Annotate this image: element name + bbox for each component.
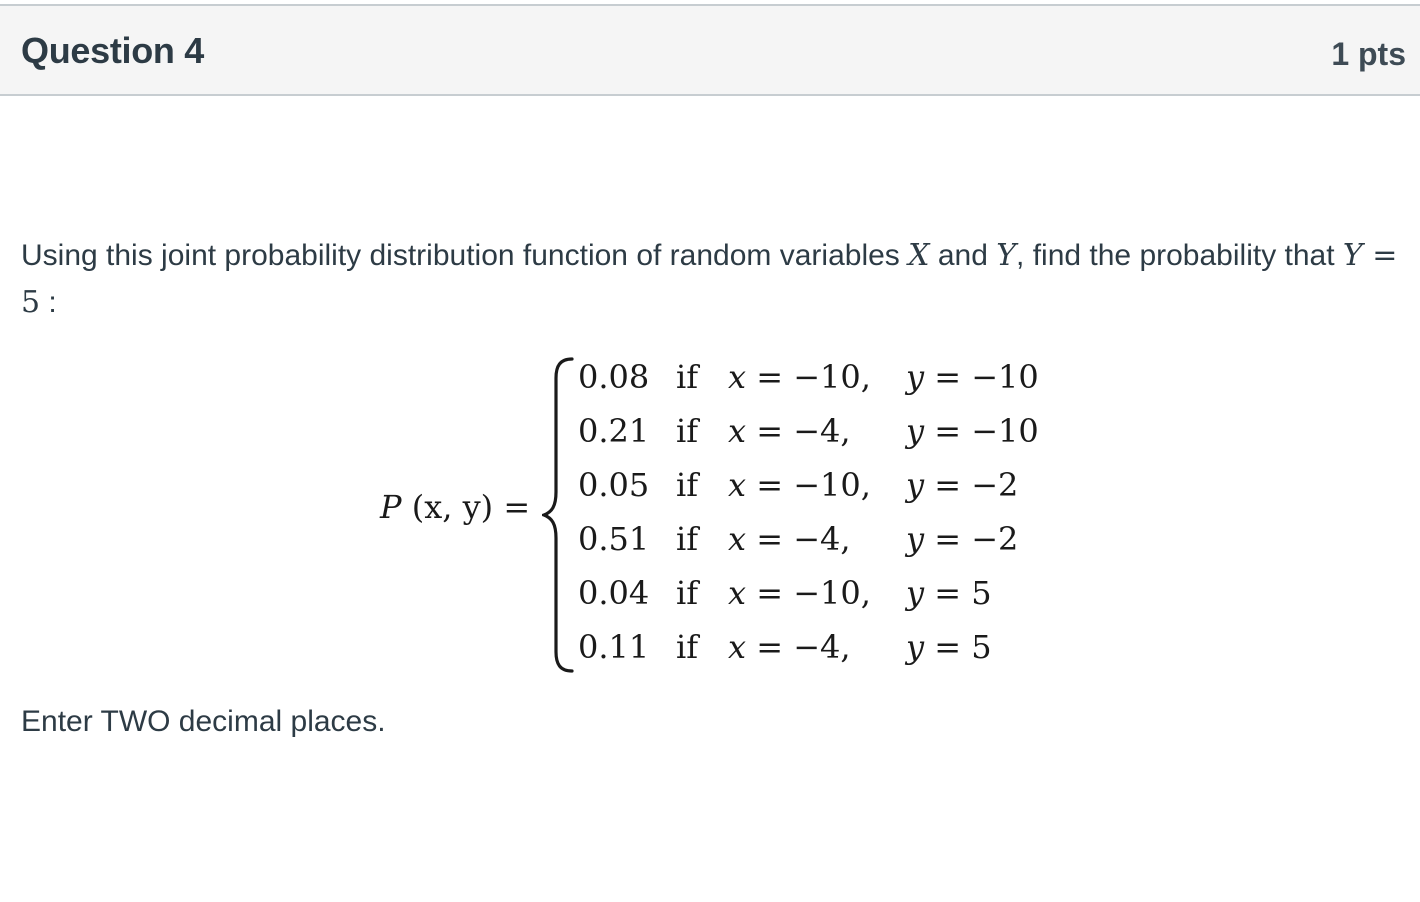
x-symbol: x <box>728 466 747 504</box>
math-condition-value: = 5 <box>21 238 1398 320</box>
x-symbol: x <box>728 412 747 450</box>
x-symbol: x <box>728 520 747 558</box>
case-x-condition <box>728 628 851 666</box>
case-y-condition <box>906 574 992 612</box>
case-if-label: if <box>676 574 699 612</box>
case-y-condition <box>906 358 1039 396</box>
case-y-condition <box>906 628 992 666</box>
case-x-condition <box>728 574 871 612</box>
x-value: = −4, <box>756 412 851 450</box>
case-x-condition <box>728 466 871 504</box>
y-value: = −10 <box>934 358 1039 396</box>
case-if-label: if <box>676 466 699 504</box>
x-value: = −10, <box>756 358 871 396</box>
x-symbol: x <box>728 358 747 396</box>
y-symbol: y <box>906 412 925 450</box>
case-if-label: if <box>676 628 699 666</box>
case-y-condition <box>906 412 1039 450</box>
math-var-y: Y <box>996 238 1017 273</box>
case-if-label: if <box>676 358 699 396</box>
case-x-condition <box>728 412 851 450</box>
formula-p-symbol: P <box>380 488 402 526</box>
case-x-condition <box>728 358 871 396</box>
case-probability: 0.51 <box>578 520 650 558</box>
x-value: = −10, <box>756 466 871 504</box>
formula-args: (x, y) = <box>401 488 531 526</box>
y-value: = −2 <box>934 466 1019 504</box>
x-symbol: x <box>728 628 747 666</box>
y-value: = 5 <box>934 574 992 612</box>
question-header <box>0 4 1420 96</box>
case-y-condition <box>906 520 1018 558</box>
prompt-text: , find the probability that <box>1016 239 1343 272</box>
question-title: Question 4 <box>21 30 205 71</box>
y-value: = 5 <box>934 628 992 666</box>
case-probability: 0.11 <box>578 628 650 666</box>
y-value: = −10 <box>934 412 1039 450</box>
formula-lhs <box>380 488 530 526</box>
pmf-formula <box>0 350 1420 680</box>
case-x-condition <box>728 520 851 558</box>
case-probability: 0.04 <box>578 574 650 612</box>
x-value: = −10, <box>756 574 871 612</box>
y-value: = −2 <box>934 520 1019 558</box>
question-prompt <box>21 232 1401 326</box>
case-probability: 0.05 <box>578 466 650 504</box>
y-symbol: y <box>906 466 925 504</box>
y-symbol: y <box>906 574 925 612</box>
prompt-text: : <box>40 286 57 319</box>
y-symbol: y <box>906 358 925 396</box>
case-if-label: if <box>676 520 699 558</box>
prompt-text: and <box>929 239 997 272</box>
x-symbol: x <box>728 574 747 612</box>
case-if-label: if <box>676 412 699 450</box>
case-probability: 0.21 <box>578 412 650 450</box>
left-brace-icon <box>542 356 578 674</box>
case-y-condition <box>906 466 1018 504</box>
question-points: 1 pts <box>1331 36 1406 72</box>
x-value: = −4, <box>756 628 851 666</box>
y-symbol: y <box>906 520 925 558</box>
prompt-text: Using this joint probability distribution function of random variables <box>21 239 909 272</box>
math-var-x: X <box>908 238 930 273</box>
y-symbol: y <box>906 628 925 666</box>
instructions-text: Enter TWO decimal places. <box>21 705 386 738</box>
case-probability: 0.08 <box>578 358 650 396</box>
x-value: = −4, <box>756 520 851 558</box>
math-condition-var: Y <box>1342 238 1363 273</box>
